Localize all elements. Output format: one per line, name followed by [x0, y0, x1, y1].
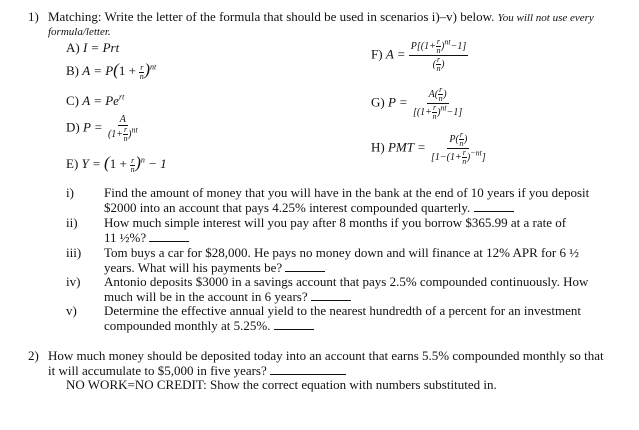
answer-blank-iii[interactable]	[285, 261, 325, 272]
scenario-iii-line2: years. What will his payments be?	[104, 260, 283, 275]
formula-d-lhs: P =	[82, 119, 103, 135]
scenario-iii-line1: Tom buys a car for $28,000. He pays no money down and will finance at 12% APR for 6 ½	[104, 245, 579, 260]
question-2-line2: it will accumulate to $5,000 in five years?	[48, 363, 267, 378]
question-1-prompt	[48, 9, 594, 26]
question-2-line1: How much money should be deposited today into an account that earns 5.5% compounded monthly so that	[48, 348, 604, 363]
formula-c-lhs: A = Pe	[82, 93, 119, 108]
answer-blank-v[interactable]	[274, 319, 314, 330]
formula-f: F) A = P[(1+ $\frac{r}{n}$ )$^{nt}$−1] ( $\frac{r}{n}$ )	[371, 37, 467, 73]
formula-h-lhs: PMT =	[387, 139, 426, 155]
scenario-v-line2: compounded monthly at 5.25%.	[104, 318, 271, 333]
scenario-v-line1: Determine the effective annual yield to the nearest hundredth of a percent for an investment	[104, 303, 581, 318]
formula-h: H) PMT = P( $\frac{r}{n}$ ) [1−(1+ $\frac{r}{n}$ )$^{-nt}$]	[371, 130, 486, 166]
formula-a	[66, 40, 119, 55]
formula-c-label: C)	[66, 93, 79, 108]
formula-a-text: I = Prt	[82, 40, 120, 55]
scenario-iii-label: iii)	[66, 245, 82, 260]
question-2-line2-row	[48, 363, 346, 378]
formula-f-lhs: A =	[385, 46, 406, 62]
formula-d-label: D)	[66, 119, 80, 135]
formula-h-label: H)	[371, 139, 385, 155]
formula-e-lhs: Y =	[81, 156, 101, 171]
answer-blank-q2[interactable]	[270, 364, 346, 375]
scenario-i-line1: Find the amount of money that you will have in the bank at the end of 10 years if you deposit	[104, 185, 590, 200]
formula-c-exponent: rt	[118, 92, 125, 102]
question-2-number: 2)	[28, 348, 39, 363]
formula-g-lhs: P =	[387, 94, 408, 110]
formula-g-label: G)	[371, 94, 385, 110]
question-1-text: Matching: Write the letter of the formula that should be used in scenarios i)–v) below.	[48, 9, 495, 24]
question-1-number: 1)	[28, 9, 39, 24]
scenario-iv-line2: much will be in the account in 6 years?	[104, 289, 308, 304]
scenario-i-label: i)	[66, 185, 74, 200]
scenario-v-label: v)	[66, 303, 77, 318]
scenario-iv-line1: Antonio deposits $3000 in a savings account that pays 2.5% compounded continuously. How	[104, 274, 589, 289]
formula-b-label: B)	[66, 63, 79, 78]
formula-a-label: A)	[66, 40, 80, 55]
formula-c	[66, 93, 124, 108]
formula-g: G) P = A( $\frac{r}{n}$ ) [(1+ $\frac{r}{n}$ )$^{nt}$−1]	[371, 85, 463, 121]
question-2-instruction: NO WORK=NO CREDIT: Show the correct equation with numbers substituted in.	[66, 377, 497, 392]
formula-b-lhs: A = P	[82, 63, 114, 78]
formula-b: B) A = P(1 + $\frac{r}{n}$ )$^{nt}$	[66, 60, 157, 81]
formula-e-label: E)	[66, 156, 79, 171]
scenario-i-line2: $2000 into an account that pays 4.25% interest compounded quarterly.	[104, 200, 471, 215]
question-1-note: You will not use every	[497, 12, 594, 24]
formula-e: E) Y = (1 + $\frac{r}{n}$ )$^n$ − 1	[66, 153, 167, 174]
answer-blank-iv[interactable]	[311, 290, 351, 301]
formula-d-numerator: A	[119, 114, 126, 125]
formula-e-tail: − 1	[148, 156, 167, 171]
formula-d: D) P = A (1+ $\frac{r}{n}$ )$^{nt}$	[66, 114, 138, 143]
answer-blank-ii[interactable]	[149, 231, 189, 242]
scenario-ii-line1: How much simple interest will you pay after 8 months if you borrow $365.99 at a rate of	[104, 215, 567, 230]
question-1-note-line2: formula/letter.	[48, 26, 111, 38]
formula-f-label: F)	[371, 46, 383, 62]
scenario-ii-label: ii)	[66, 215, 78, 230]
answer-blank-i[interactable]	[474, 201, 514, 212]
scenario-iv-label: iv)	[66, 274, 81, 289]
scenario-ii-line2: 11 ½%?	[104, 230, 147, 245]
